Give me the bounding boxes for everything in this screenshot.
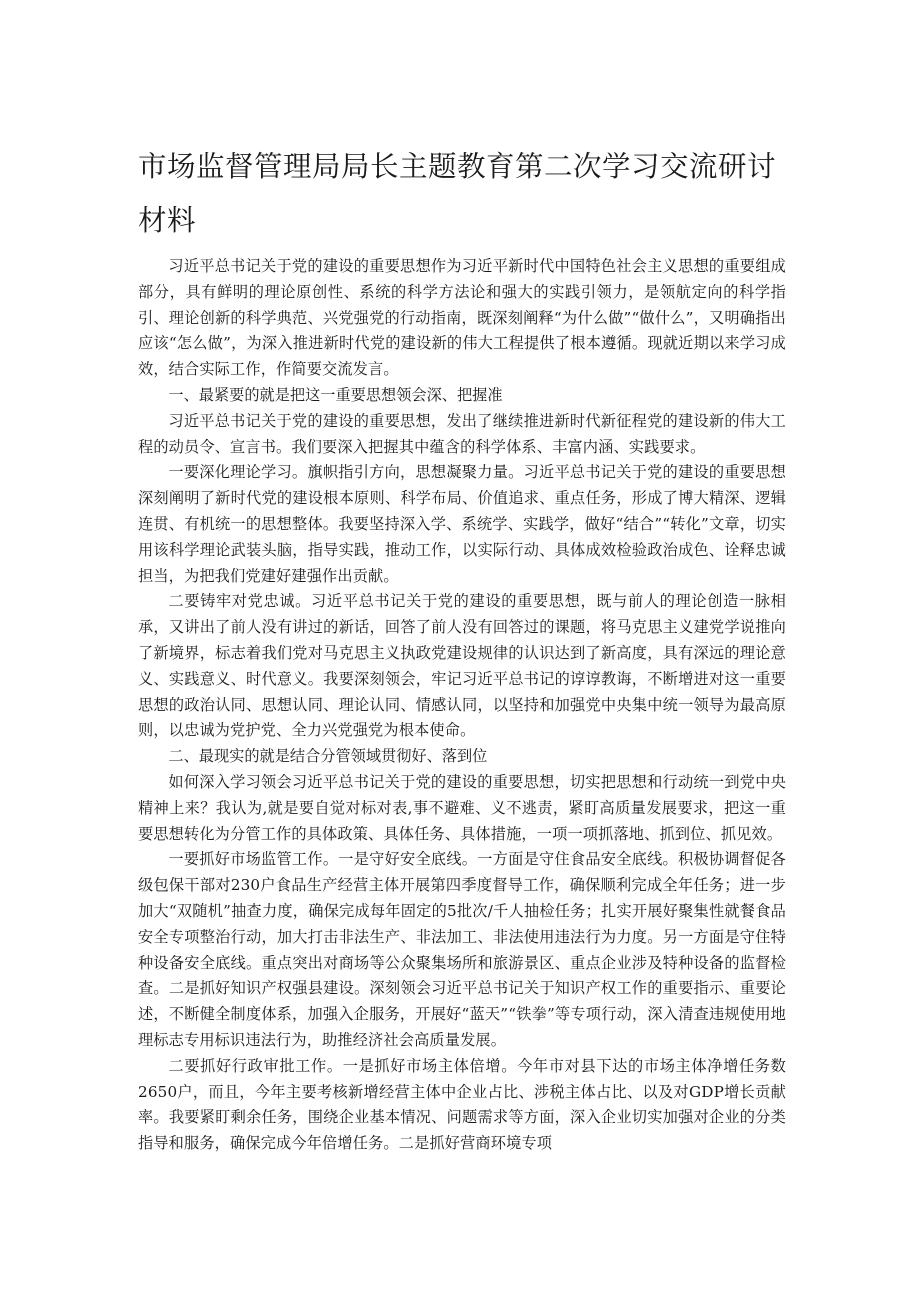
section-2-paragraph: 一要抓好市场监管工作。一是守好安全底线。一方面是守住食品安全底线。积极协调督促各级包保干部对230户食品生产经营主体开展第四季度督导工作，确保顺利完成全年任务；进一步加大“双随机”抽查力度，确保完成每年固定的5批次/千人抽检任务；扎实开展好聚集性就餐食品安全专项整治行动，加大打击非法生产、非法加工、非法使用违法行为力度。另一方面是守住特种设备安全底线。重点突出对商场等公众聚集场所和旅游景区、重点企业涉及特种设备的监督检查。二是抓好知识产权强县建设。深刻领会习近平总书记关于知识产权工作的重要指示、重要论述，不断健全制度体系，加强入企服务，开展好“蓝天”“铁拳”等专项行动，深入清查违规使用地理标志专用标识违法行为，助推经济社会高质量发展。 <box>138 850 786 1049</box>
document-title: 市场监督管理局局长主题教育第二次学习交流研讨材料 <box>138 150 777 237</box>
section-1-paragraph: 二要铸牢对党忠诚。习近平总书记关于党的建设的重要思想，既与前人的理论创造一脉相承，又讲出了前人没有讲过的新话，回答了前人没有回答过的课题，将马克思主义建党学说推向了新境界，标志着我们党对马克思主义执政党建设规律的认识达到了新高度，具有深远的理论意义、实践意义、时代意义。我要深刻领会，牢记习近平总书记的谆谆教诲，不断增进对这一重要思想的政治认同、思想认同、理论认同、情感认同，以坚持和加强党中央集中统一领导为最高原则，以忠诚为党护党、全力兴党强党为根本使命。 <box>138 592 786 740</box>
section-1-paragraph: 一要深化理论学习。旗帜指引方向，思想凝聚力量。习近平总书记关于党的建设的重要思想深刻阐明了新时代党的建设根本原则、科学布局、价值追求、重点任务，形成了博大精深、逻辑连贯、有机统一的思想整体。我要坚持深入学、系统学、实践学，做好“结合”“转化”文章，切实用该科学理论武装头脑，指导实践，推动工作，以实际行动、具体成效检验政治成色、诠释忠诚担当，为把我们党建好建强作出贡献。 <box>138 463 786 585</box>
section-heading-2: 二、最现实的就是结合分管领域贯彻好、落到位 <box>168 747 488 766</box>
section-2-paragraph: 如何深入学习领会习近平总书记关于党的建设的重要思想，切实把思想和行动统一到党中央精神上来？我认为,就是要自觉对标对表,事不避难、义不逃责，紧盯高质量发展要求，把这一重要思想转化为分管工作的具体政策、具体任务、具体措施，一项一项抓落地、抓到位、抓见效。 <box>138 772 786 843</box>
intro-paragraph: 习近平总书记关于党的建设的重要思想作为习近平新时代中国特色社会主义思想的重要组成部分，具有鲜明的理论原创性、系统的科学方法论和强大的实践引领力，是领航定向的科学指引、理论创新的科学典范、兴党强党的行动指南，既深刻阐释“为什么做”“做什么”，又明确指出应该“怎么做”，为深入推进新时代党的建设新的伟大工程提供了根本遵循。现就近期以来学习成效，结合实际工作，作简要交流发言。 <box>138 257 786 379</box>
section-2-paragraph: 二要抓好行政审批工作。一是抓好市场主体倍增。今年市对县下达的市场主体净增任务数2650户，而且，今年主要考核新增经营主体中企业占比、涉税主体占比、以及对GDP增长贡献率。我要紧盯剩余任务，围绕企业基本情况、问题需求等方面，深入企业切实加强对企业的分类指导和服务，确保完成今年倍增任务。二是抓好营商环境专项 <box>138 1056 786 1153</box>
section-heading-1: 一、最紧要的就是把这一重要思想领会深、把握准 <box>168 385 503 404</box>
document-page <box>138 140 786 1157</box>
section-1-paragraph: 习近平总书记关于党的建设的重要思想，发出了继续推进新时代新征程党的建设新的伟大工程的动员令、宣言书。我们要深入把握其中蕴含的科学体系、丰富内涵、实践要求。 <box>138 411 786 456</box>
